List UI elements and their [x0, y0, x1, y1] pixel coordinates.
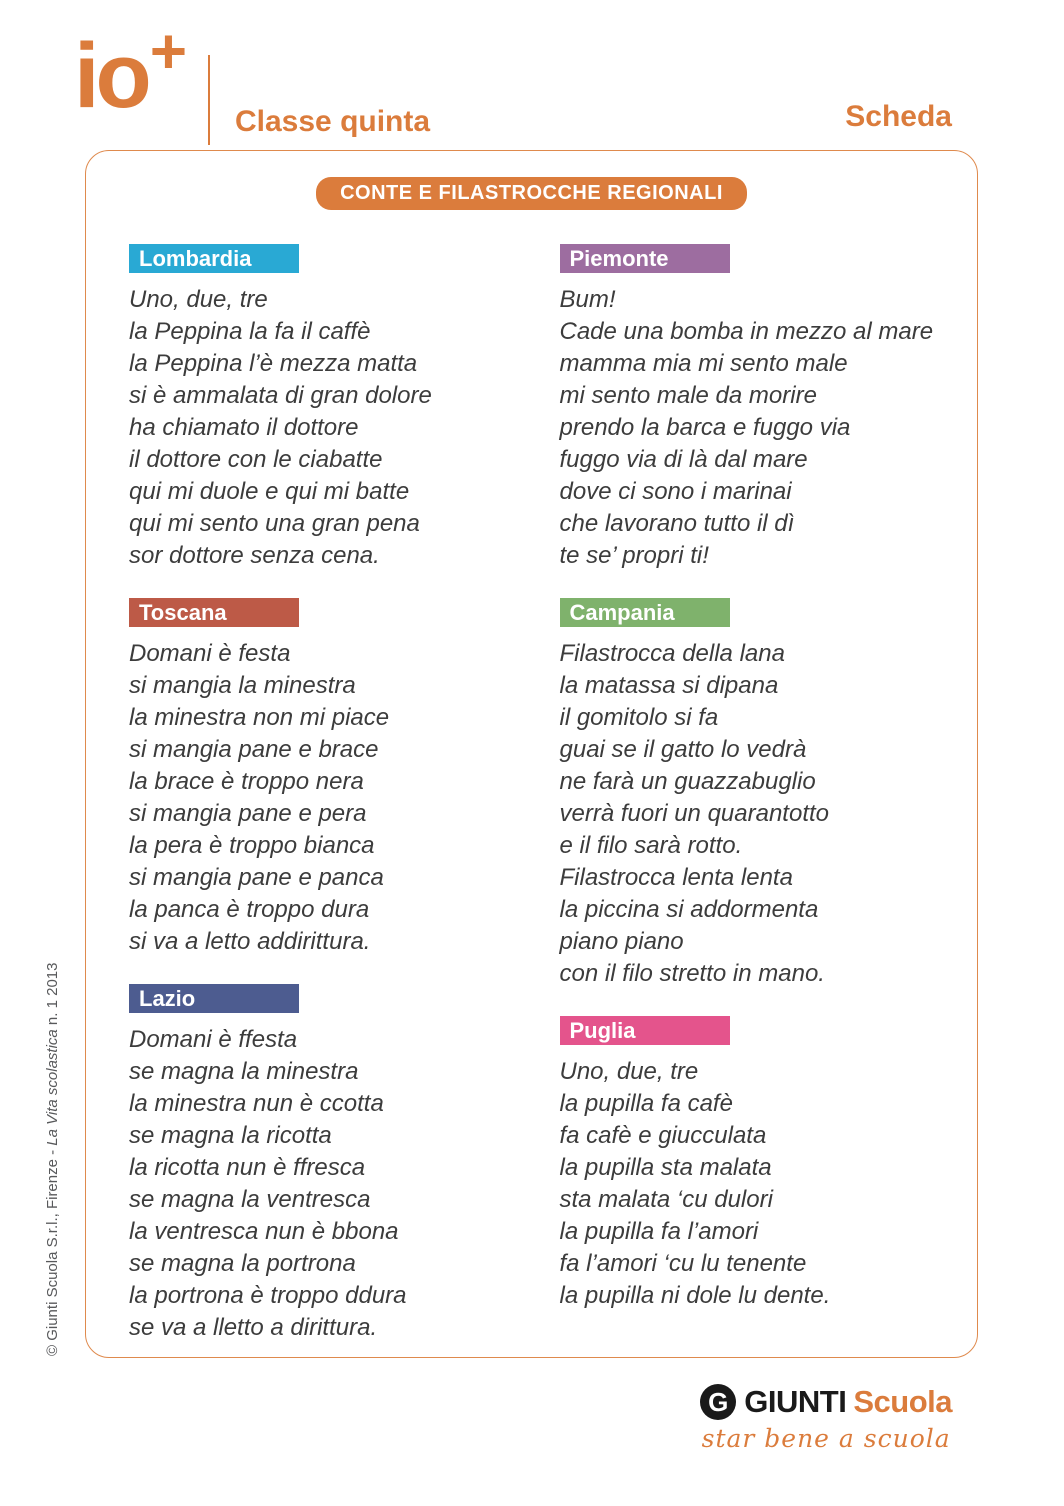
poem-line: Cade una bomba in mezzo al mare — [559, 318, 934, 345]
poem-line: qui mi duole e qui mi batte — [129, 478, 410, 505]
column-right — [532, 244, 978, 1370]
worksheet-title-banner: CONTE E FILASTROCCHE REGIONALI — [316, 177, 747, 210]
poem-line: la pera è troppo bianca — [129, 832, 375, 859]
publisher-name-scuola: Scuola — [853, 1384, 952, 1419]
poem-toscana — [129, 638, 532, 958]
region-header-lombardia: Lombardia — [129, 244, 299, 273]
poem-line: ha chiamato il dottore — [129, 414, 359, 441]
copyright-journal-title: La Vita scolastica — [44, 1029, 61, 1146]
poem-line: la minestra non mi piace — [129, 704, 390, 731]
poem-line: si mangia pane e pera — [129, 800, 367, 827]
poem-line: la pupilla sta malata — [559, 1154, 772, 1181]
region-header-lazio: Lazio — [129, 984, 299, 1013]
column-left — [86, 244, 532, 1370]
copyright-suffix: n. 1 2013 — [44, 962, 61, 1030]
poem-line: fa cafè e giucculata — [559, 1122, 767, 1149]
worksheet-box — [85, 150, 978, 1358]
poem-line: se magna la portrona — [129, 1250, 356, 1277]
poem-line: e il filo sarà rotto. — [559, 832, 743, 859]
poem-line: guai se il gatto lo vedrà — [559, 736, 807, 763]
poem-campania — [560, 638, 978, 990]
poem-line: la brace è troppo nera — [129, 768, 364, 795]
region-header-piemonte: Piemonte — [560, 244, 730, 273]
poem-line: Filastrocca lenta lenta — [559, 864, 793, 891]
publisher-tagline: star bene a scuola — [701, 1424, 951, 1453]
section-puglia — [560, 1016, 978, 1312]
poem-line: la pupilla fa cafè — [559, 1090, 733, 1117]
poem-line: il gomitolo si fa — [559, 704, 719, 731]
poem-line: Domani è festa — [129, 640, 291, 667]
publisher-name-giunti: GIUNTI — [744, 1384, 847, 1419]
poem-line: se magna la minestra — [129, 1058, 359, 1085]
poem-line: la panca è troppo dura — [129, 896, 370, 923]
poem-line: Bum! — [559, 286, 616, 313]
poem-line: la matassa si dipana — [559, 672, 779, 699]
region-header-toscana: Toscana — [129, 598, 299, 627]
poem-line: Domani è ffesta — [129, 1026, 298, 1053]
io-logo-text: io — [74, 25, 148, 127]
io-plus-logo — [74, 15, 188, 127]
plus-icon: + — [149, 15, 188, 87]
poem-line: la Peppina la fa il caffè — [129, 318, 371, 345]
poem-lazio — [129, 1024, 532, 1344]
poem-line: si è ammalata di gran dolore — [129, 382, 432, 409]
poem-line: la pupilla ni dole lu dente. — [559, 1282, 831, 1309]
poem-lombardia — [129, 284, 532, 572]
poem-line: se magna la ventresca — [129, 1186, 371, 1213]
poem-line: qui mi sento una gran pena — [129, 510, 420, 537]
poem-line: la pupilla fa l’amori — [559, 1218, 759, 1245]
poem-line: mamma mia mi sento male — [559, 350, 848, 377]
poem-line: se va a lletto a dirittura. — [129, 1314, 378, 1341]
poem-piemonte — [560, 284, 978, 572]
poem-line: prendo la barca e fuggo via — [559, 414, 851, 441]
poem-line: si mangia la minestra — [129, 672, 356, 699]
poem-line: mi sento male da morire — [559, 382, 817, 409]
publisher-logo-row — [700, 1384, 952, 1420]
section-piemonte — [560, 244, 978, 572]
sheet-label: Scheda — [845, 100, 952, 133]
section-lombardia — [129, 244, 532, 572]
class-label: Classe quinta — [235, 105, 431, 138]
banner-wrap — [86, 177, 977, 210]
poem-puglia — [560, 1056, 978, 1312]
poem-line: la portrona è troppo ddura — [129, 1282, 407, 1309]
poem-line: sor dottore senza cena. — [129, 542, 380, 569]
poem-line: la ricotta nun è ffresca — [129, 1154, 366, 1181]
header-divider — [208, 55, 210, 145]
poem-line: la Peppina l’è mezza matta — [129, 350, 418, 377]
columns — [86, 244, 977, 1370]
publisher-footer — [700, 1384, 952, 1453]
poem-line: la minestra nun è ccotta — [129, 1090, 384, 1117]
section-campania — [560, 598, 978, 990]
poem-line: Uno, due, tre — [559, 1058, 699, 1085]
section-toscana — [129, 598, 532, 958]
poem-line: dove ci sono i marinai — [559, 478, 792, 505]
poem-line: ne farà un guazzabuglio — [559, 768, 816, 795]
poem-line: sta malata ‘cu dulori — [559, 1186, 773, 1213]
poem-line: si va a letto addirittura. — [129, 928, 371, 955]
poem-line: Filastrocca della lana — [559, 640, 785, 667]
copyright-prefix: © Giunti Scuola S.r.l., Firenze - — [44, 1145, 61, 1356]
poem-line: la piccina si addormenta — [559, 896, 819, 923]
poem-line: il dottore con le ciabatte — [129, 446, 383, 473]
poem-line: piano piano — [559, 928, 684, 955]
giunti-g-icon: G — [700, 1384, 736, 1420]
region-header-puglia: Puglia — [560, 1016, 730, 1045]
poem-line: se magna la ricotta — [129, 1122, 332, 1149]
region-header-campania: Campania — [560, 598, 730, 627]
poem-line: Uno, due, tre — [129, 286, 268, 313]
copyright-note — [44, 963, 61, 1357]
poem-line: te se’ propri ti! — [559, 542, 709, 569]
poem-line: si mangia pane e panca — [129, 864, 384, 891]
poem-line: si mangia pane e brace — [129, 736, 379, 763]
poem-line: fa l’amori ‘cu lu tenente — [559, 1250, 807, 1277]
poem-line: fuggo via di là dal mare — [559, 446, 808, 473]
poem-line: che lavorano tutto il dì — [559, 510, 795, 537]
poem-line: verrà fuori un quarantotto — [559, 800, 829, 827]
section-lazio — [129, 984, 532, 1344]
poem-line: la ventresca nun è bbona — [129, 1218, 399, 1245]
poem-line: con il filo stretto in mano. — [559, 960, 825, 987]
